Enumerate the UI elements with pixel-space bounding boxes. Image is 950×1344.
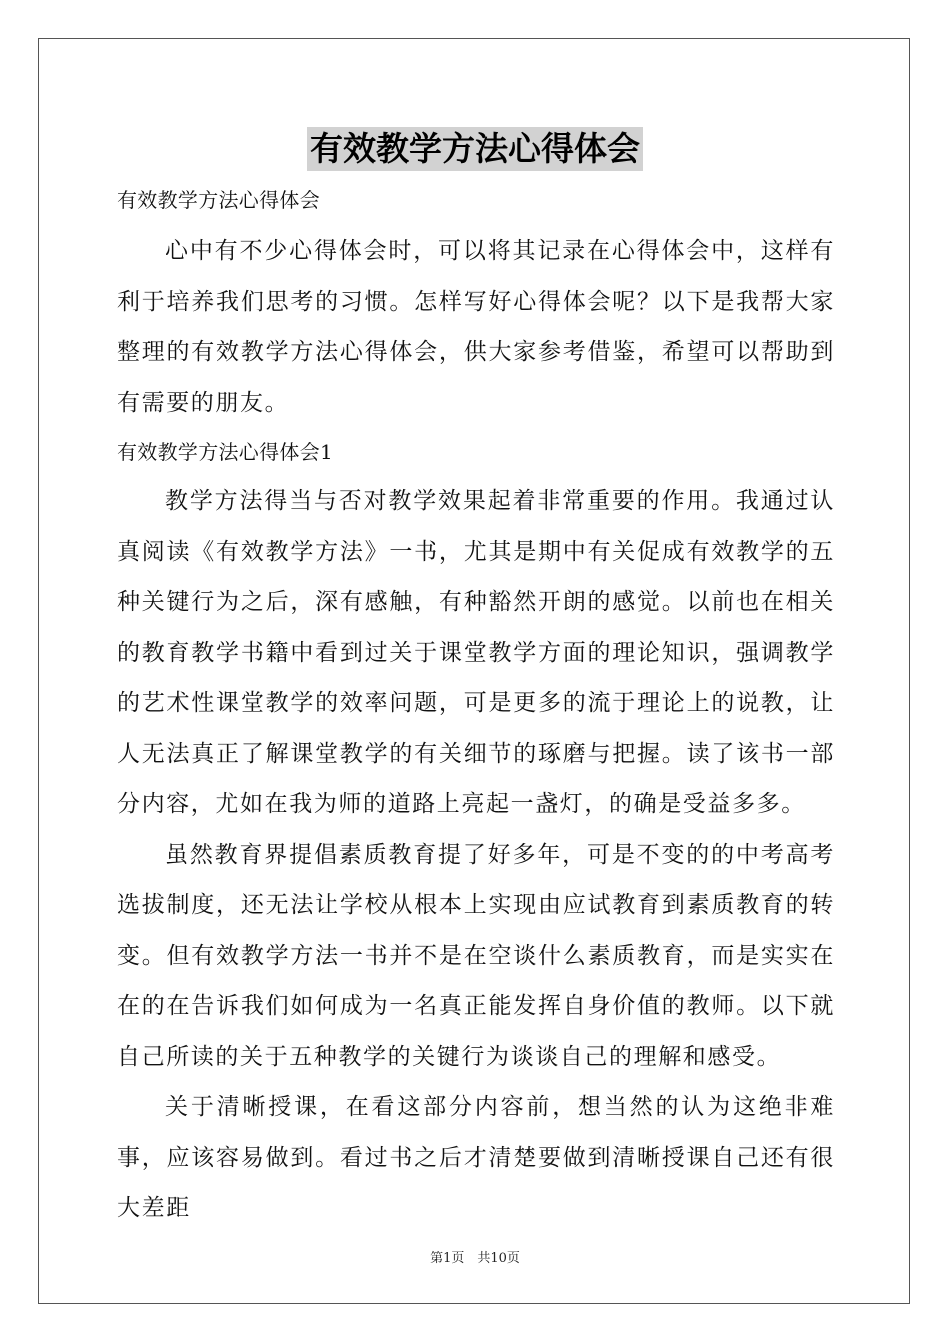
- body-paragraph: 虽然教育界提倡素质教育提了好多年，可是不变的的中考高考选拔制度，还无法让学校从根本上实现由应试教育到素质教育的转变。但有效教学方法一书并不是在空谈什么素质教育，而是实实在在的在告诉我们如何成为一名真正能发挥自身价值的教师。以下就自己所读的关于五种教学的关键行为谈谈自己的理解和感受。: [117, 841, 835, 1070]
- body-paragraph: 教学方法得当与否对教学效果起着非常重要的作用。我通过认真阅读《有效教学方法》一书，尤其是期中有关促成有效教学的五种关键行为之后，深有感触，有种豁然开朗的感觉。以前也在相关的教育教学书籍中看到过关于课堂教学方面的理论知识，强调教学的艺术性课堂教学的效率问题，可是更多的流于理论上的说教，让人无法真正了解课堂教学的有关细节的琢磨与把握。读了该书一部分内容，尤如在我为师的道路上亮起一盏灯，的确是受益多多。: [117, 488, 835, 817]
- document-body: [117, 176, 835, 1234]
- document-subtitle: 有效教学方法心得体会: [117, 188, 320, 212]
- section-heading-1: 有效教学方法心得体会1: [117, 440, 334, 464]
- page-footer: [0, 1247, 950, 1266]
- intro-paragraph: 心中有不少心得体会时，可以将其记录在心得体会中，这样有利于培养我们思考的习惯。怎样写好心得体会呢？以下是我帮大家整理的有效教学方法心得体会，供大家参考借鉴，希望可以帮助到有需要的朋友。: [117, 238, 835, 416]
- document-title: 有效教学方法心得体会: [307, 127, 643, 171]
- page-number: 第1页 共10页: [430, 1251, 520, 1266]
- body-paragraph: 关于清晰授课，在看这部分内容前，想当然的认为这绝非难事，应该容易做到。看过书之后才清楚要做到清晰授课自己还有很大差距: [117, 1094, 835, 1221]
- title-container: [0, 127, 950, 171]
